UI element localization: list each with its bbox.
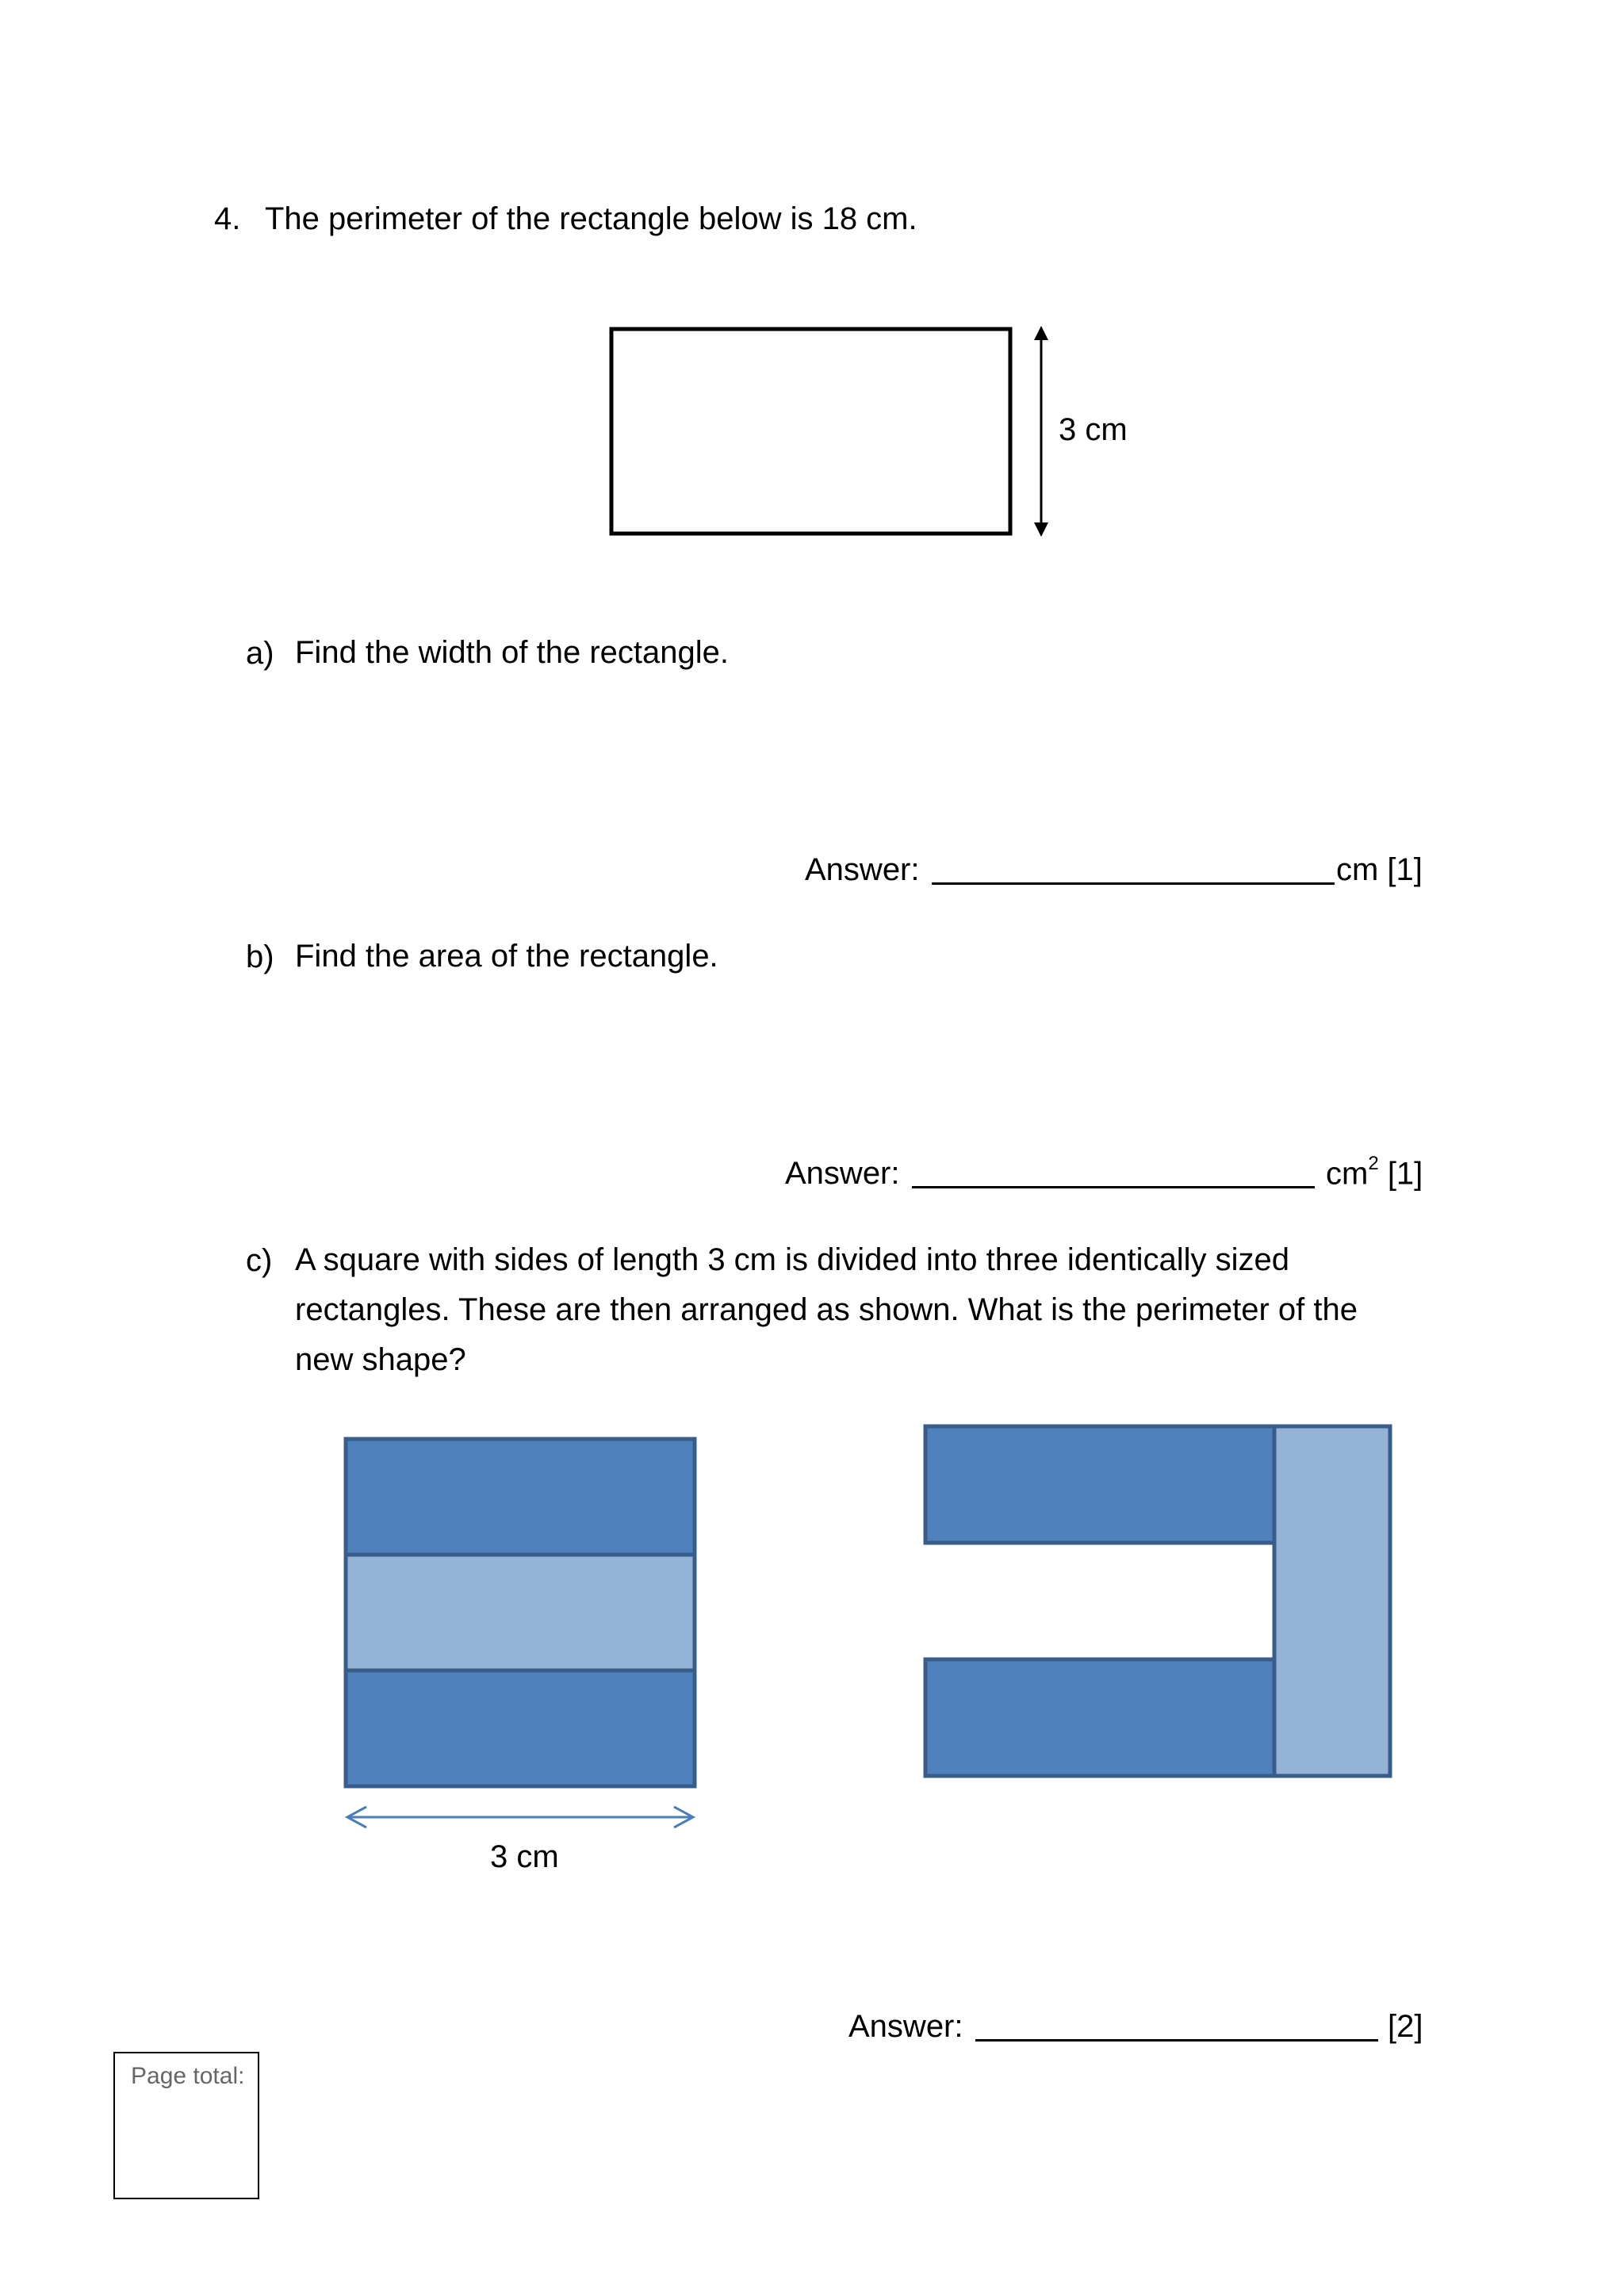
page-total-label: Page total: (131, 2063, 245, 2089)
part-c-answer-blank[interactable] (975, 2039, 1378, 2042)
part-a-unit-marks: cm [1] (1336, 852, 1423, 887)
question-text: The perimeter of the rectangle below is 18 cm. (265, 201, 917, 236)
part-b-answer-blank[interactable] (912, 1186, 1315, 1188)
rectangle-height-label: 3 cm (1059, 412, 1128, 447)
square-width-arrow (347, 1807, 693, 1827)
part-c-answer-label: Answer: (848, 2009, 963, 2044)
part-a-answer-blank[interactable] (932, 882, 1335, 885)
part-b-unit (1326, 1153, 1423, 1192)
square-strip-bottom (346, 1670, 695, 1786)
rearranged-shape (925, 1426, 1390, 1776)
rearranged-strip-bottom (925, 1659, 1274, 1776)
perimeter-rectangle (611, 329, 1010, 534)
page-total-box[interactable] (113, 2052, 259, 2199)
question-number: 4. (214, 201, 241, 236)
part-b-answer-label: Answer: (785, 1156, 900, 1191)
part-b-letter: b) (246, 939, 274, 974)
divided-square (346, 1439, 695, 1786)
part-c-text: A square with sides of length 3 cm is divided into three identically sized rectangles. These are then arranged as shown. What is the perimeter of the new shape? (295, 1242, 1358, 1377)
rearranged-strip-top (925, 1426, 1274, 1543)
part-c-marks: [2] (1388, 2009, 1423, 2044)
square-width-label: 3 cm (490, 1839, 559, 1874)
square-strip-top (346, 1439, 695, 1555)
part-b-unit-power: 2 (1368, 1153, 1379, 1174)
part-c-letter: c) (246, 1243, 273, 1278)
part-a-answer-label: Answer: (805, 852, 920, 887)
square-strip-middle (346, 1555, 695, 1670)
rearranged-strip-vertical (1274, 1426, 1390, 1776)
part-b-text: Find the area of the rectangle. (295, 939, 718, 974)
part-b-unit-text: cm (1326, 1156, 1369, 1192)
part-b-marks: [1] (1387, 1156, 1423, 1192)
part-a-letter: a) (246, 636, 274, 671)
part-a-text: Find the width of the rectangle. (295, 635, 729, 670)
